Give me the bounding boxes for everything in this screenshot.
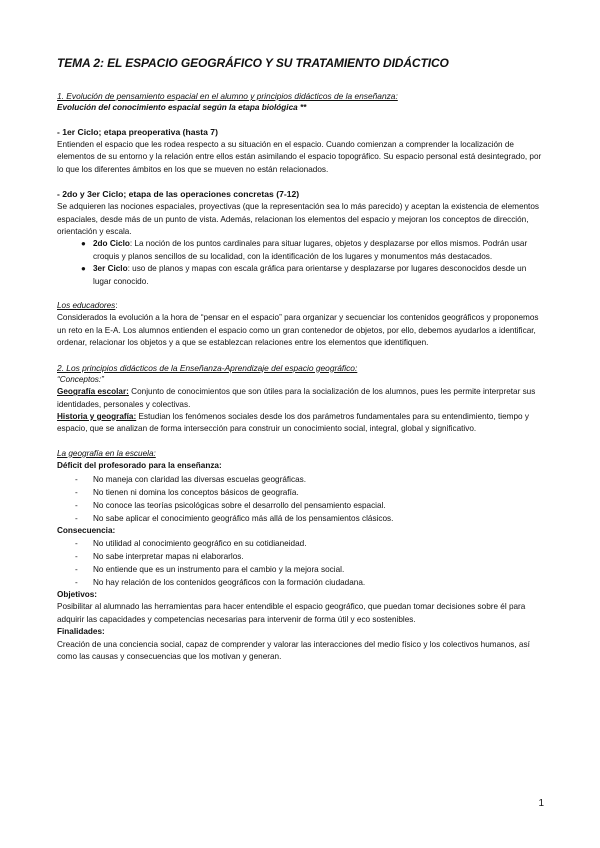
- section1-heading: 1. Evolución de pensamiento espacial en el alumno y principios didácticos de la enseñanza:: [57, 91, 398, 101]
- objectives-heading: Objetivos:: [57, 589, 98, 599]
- purposes-heading: Finalidades:: [57, 627, 105, 637]
- objectives-text: Posibilitar al alumnado las herramientas para hacer entendible el espacio geográfico, que puedan tomar decisiones sobre él para adquirir las capacidades y competencias necesarias para intervenir de forma útil y eco sostenibles.: [57, 602, 526, 624]
- geo-school-paragraph: [57, 386, 543, 411]
- stage2-text: Se adquieren las nociones espaciales, proyectivas (que la representación sea lo más parecido) y aceptan la existencia de elementos espaciales, desde más de un punto de vista. Además, relacionan los elementos del espacio y mejoran los conceptos de dirección, orientación y escala.: [57, 202, 539, 237]
- cycle-label: 2do Ciclo: [93, 239, 130, 249]
- list-item: - No entiende que es un instrumento para el cambio y la mejora social.: [75, 564, 345, 574]
- list-item: - No maneja con claridad las diversas escuelas geográficas.: [75, 474, 306, 484]
- educators-text: Considerados la evolución a la hora de “pensar en el espacio” para organizar y secuenciar los contenidos geográficos y proponemos un reto en la E-A. Los alumnos entienden el espacio como un gran contenedor de objetos, por ello, debemos ayudarlos a identificar, ordenar, relacionar los objetos y a que se establezcan relaciones entre los elementos que identifiquen.: [57, 313, 539, 348]
- stage1-text: Entienden el espacio que les rodea respecto a su situación en el espacio. Cuando comienzan a comprender la localización de elementos de su entorno y la relación entre ellos están asimilando el espacio topográfico. Su espacio personal está desintegrado, por lo que los diferentes ámbitos en los que se mueven no están relacionados.: [57, 140, 542, 174]
- list-item: - No utilidad al conocimiento geográfico en su cotidianeidad.: [75, 538, 307, 548]
- school-geo-heading: La geografía en la escuela:: [57, 448, 156, 458]
- cycle-label: 3er Ciclo: [93, 264, 128, 274]
- page-number: 1: [538, 798, 544, 809]
- consequence-heading: Consecuencia:: [57, 525, 116, 535]
- list-item: - No sabe interpretar mapas ni elaborarlos.: [75, 551, 244, 561]
- educators-colon: :: [115, 301, 118, 311]
- cycle-list: [57, 238, 543, 288]
- stage1-heading: - 1er Ciclo; etapa preoperativa (hasta 7): [57, 127, 218, 137]
- cycle-item-2do: [57, 238, 543, 263]
- document-page: [57, 56, 543, 663]
- page-title: TEMA 2: EL ESPACIO GEOGRÁFICO Y SU TRATAMIENTO DIDÁCTICO: [57, 56, 449, 70]
- history-geo-term: Historia y geografía:: [57, 411, 137, 421]
- section1-subheading: Evolución del conocimiento espacial según la etapa biológica **: [57, 103, 307, 112]
- list-item: - No sabe aplicar el conocimiento geográfico más allá de los pensamientos clásicos.: [75, 513, 394, 523]
- cycle-item-3er: [57, 263, 543, 288]
- list-item: - No conoce las teorías psicológicas sobre el desarrollo del pensamiento espacial.: [75, 500, 386, 510]
- bullet-icon: ●: [81, 264, 86, 274]
- educators-heading: Los educadores: [57, 301, 116, 311]
- geo-school-text: Conjunto de conocimientos que son útiles para la socialización de los alumnos, pues les permite interpretar sus identidades, personales y colectivas.: [57, 387, 536, 409]
- consequence-list: [57, 537, 543, 589]
- geo-school-term: Geografía escolar:: [57, 387, 129, 397]
- purposes-text: Creación de una conciencia social, capaz de comprender y valorar las interacciones del medio físico y los colectivos humanos, así como las causas y consecuencias que los motivan y generan.: [57, 639, 530, 661]
- history-geo-paragraph: [57, 411, 543, 436]
- list-item: - No hay relación de los contenidos geográficos con la formación ciudadana.: [75, 577, 366, 587]
- concepts-label: “Conceptos:”: [57, 374, 104, 384]
- deficit-heading: Déficit del profesorado para la enseñanza:: [57, 461, 222, 471]
- bullet-icon: ●: [81, 239, 86, 249]
- section2-heading: 2. Los principios didácticos de la Enseñanza-Aprendizaje del espacio geográfico:: [57, 362, 358, 373]
- stage2-heading: - 2do y 3er Ciclo; etapa de las operaciones concretas (7-12): [57, 189, 300, 200]
- deficit-list: [57, 473, 543, 525]
- educators-heading-line: [57, 300, 543, 312]
- cycle-text: : uso de planos y mapas con escala gráfica para orientarse y desplazarse por lugares desconocidos desde un lugar conocido.: [93, 264, 527, 286]
- cycle-text: : La noción de los puntos cardinales para situar lugares, objetos y desplazarse por ellos mismos. Podrán usar croquis y planos sencillos de su localidad, con la identificación de los lugares y monumentos más destacados.: [93, 239, 528, 261]
- history-geo-text: Estudian los fenómenos sociales desde los dos parámetros fundamentales para su entendimiento, tiempo y espacio, que se analizan de forma intersección para construir un conocimiento social, integral, global y significativo.: [57, 411, 529, 434]
- list-item: - No tienen ni domina los conceptos básicos de geografía.: [75, 487, 299, 497]
